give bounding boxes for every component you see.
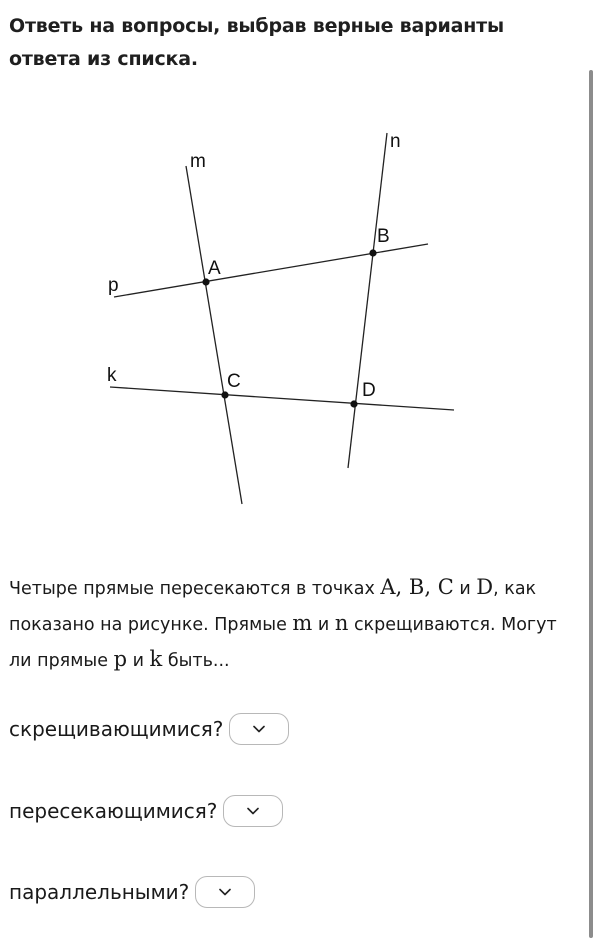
point-c — [221, 391, 228, 398]
skew-dropdown[interactable] — [229, 713, 289, 745]
parallel-dropdown[interactable] — [195, 876, 255, 908]
line-p — [114, 244, 428, 297]
math-p: p — [113, 647, 128, 671]
math-a: A — [380, 575, 396, 599]
point-a — [202, 278, 209, 285]
math-c: C — [437, 575, 454, 599]
label-n: n — [390, 131, 401, 152]
question-and: и — [312, 615, 335, 635]
question-part: быть... — [162, 651, 230, 671]
answer-row-parallel — [9, 872, 255, 912]
math-sep: , — [395, 575, 409, 599]
point-d — [350, 400, 357, 407]
point-b — [369, 249, 376, 256]
answer-label-intersecting: пересекающимися? — [9, 799, 218, 823]
question-and: и — [453, 579, 477, 599]
label-k: k — [107, 365, 117, 386]
page-title: Ответь на вопросы, выбрав верные варианты ответа из списка. — [9, 15, 504, 70]
chevron-down-icon — [252, 724, 266, 734]
math-d: D — [476, 575, 494, 599]
label-d: D — [362, 380, 376, 401]
question-part: Четыре прямые пересекаются в точках — [9, 579, 381, 599]
answer-label-skew: скрещивающимися? — [9, 717, 224, 741]
label-p: p — [108, 275, 119, 296]
chevron-down-icon — [246, 806, 260, 816]
label-m: m — [190, 151, 206, 172]
question-and: и — [127, 651, 150, 671]
math-n: n — [334, 611, 349, 635]
answer-row-skew — [9, 709, 289, 749]
question-part: , как показано на рисунке. Прямые — [9, 579, 537, 635]
label-b: B — [377, 226, 390, 247]
math-sep: , — [424, 575, 438, 599]
answer-label-parallel: параллельными? — [9, 880, 190, 904]
label-c: C — [227, 371, 241, 392]
label-a: A — [208, 258, 221, 279]
question-part: скрещиваются. Могут ли прямые — [9, 615, 557, 671]
line-n — [348, 133, 387, 468]
question-text — [9, 570, 579, 678]
line-k — [110, 387, 454, 410]
line-m — [186, 166, 242, 504]
math-b: B — [408, 575, 425, 599]
answer-row-intersecting — [9, 791, 283, 831]
intersecting-dropdown[interactable] — [223, 795, 283, 827]
chevron-down-icon — [218, 887, 232, 897]
math-k: k — [149, 647, 163, 671]
math-m: m — [292, 611, 313, 635]
